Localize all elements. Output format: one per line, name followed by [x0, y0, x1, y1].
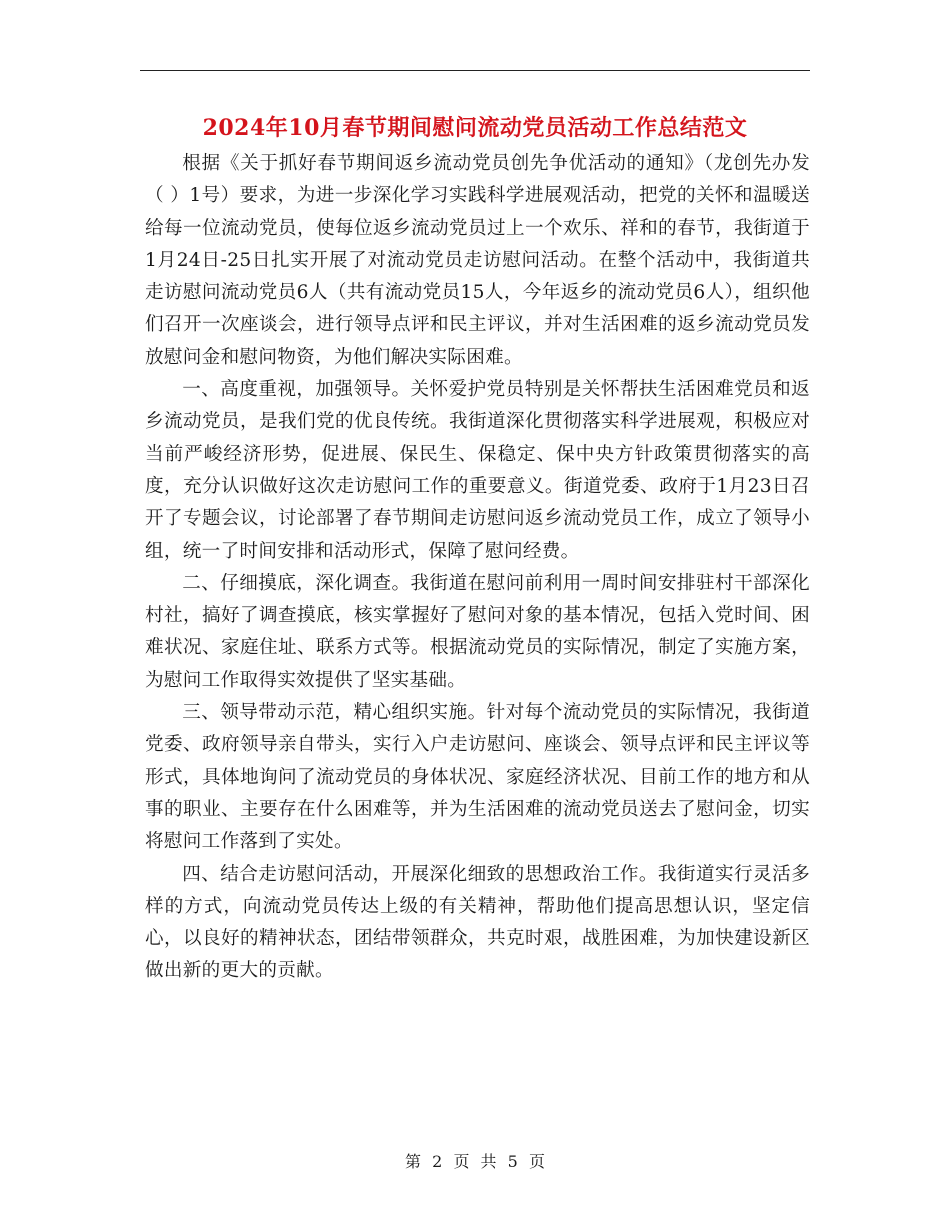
document-body	[145, 148, 810, 988]
paragraph-section-1: 一、高度重视，加强领导。关怀爱护党员特别是关怀帮扶生活困难党员和返乡流动党员，是我们党的优良传统。我街道深化贯彻落实科学进展观，积极应对当前严峻经济形势，促进展、保民生、保稳定、保中央方针政策贯彻落实的高度，充分认识做好这次走访慰问工作的重要意义。街道党委、政府于1月23日召开了专题会议，讨论部署了春节期间走访慰问返乡流动党员工作，成立了领导小组，统一了时间安排和活动形式，保障了慰问经费。	[145, 379, 810, 562]
paragraph-section-2: 二、仔细摸底，深化调查。我街道在慰问前利用一周时间安排驻村干部深化村社，搞好了调查摸底，核实掌握好了慰问对象的基本情况，包括入党时间、困难状况、家庭住址、联系方式等。根据流动党员的实际情况，制定了实施方案，为慰问工作取得实效提供了坚实基础。	[145, 572, 810, 691]
footer-label-ye: 页	[453, 1152, 470, 1171]
paragraph-intro: 根据《关于抓好春节期间返乡流动党员创先争优活动的通知》（龙创先办发（ ）1号）要求，为进一步深化学习实践科学进展观活动，把党的关怀和温暖送给每一位流动党员，使每位返乡流动党员过上一个欢乐、祥和的春节，我街道于1月24日-25日扎实开展了对流动党员走访慰问活动。在整个活动中，我街道共走访慰问流动党员6人（共有流动党员15人，今年返乡的流动党员6人），组织他们召开一次座谈会，进行领导点评和民主评议，并对生活困难的返乡流动党员发放慰问金和慰问物资，为他们解决实际困难。	[145, 153, 810, 368]
paragraph-section-4: 四、结合走访慰问活动，开展深化细致的思想政治工作。我街道实行灵活多样的方式，向流动党员传达上级的有关精神，帮助他们提高思想认识，坚定信心，以良好的精神状态，团结带领群众，共克时艰，战胜困难，为加快建设新区做出新的更大的贡献。	[145, 863, 810, 982]
page-footer	[0, 1150, 950, 1174]
footer-label-di: 第	[405, 1152, 422, 1171]
footer-current-page: 2	[432, 1152, 443, 1171]
document-title: 2024年10月春节期间慰问流动党员活动工作总结范文	[202, 115, 748, 141]
footer-total-pages: 5	[507, 1152, 518, 1171]
footer-label-ye-2: 页	[528, 1152, 545, 1171]
paragraph-section-3: 三、领导带动示范，精心组织实施。针对每个流动党员的实际情况，我街道党委、政府领导亲自带头，实行入户走访慰问、座谈会、领导点评和民主评议等形式，具体地询问了流动党员的身体状况、家庭经济状况、目前工作的地方和从事的职业、主要存在什么困难等，并为生活困难的流动党员送去了慰问金，切实将慰问工作落到了实处。	[145, 702, 810, 853]
footer-label-gong: 共	[480, 1152, 497, 1171]
header-rule	[140, 70, 810, 71]
